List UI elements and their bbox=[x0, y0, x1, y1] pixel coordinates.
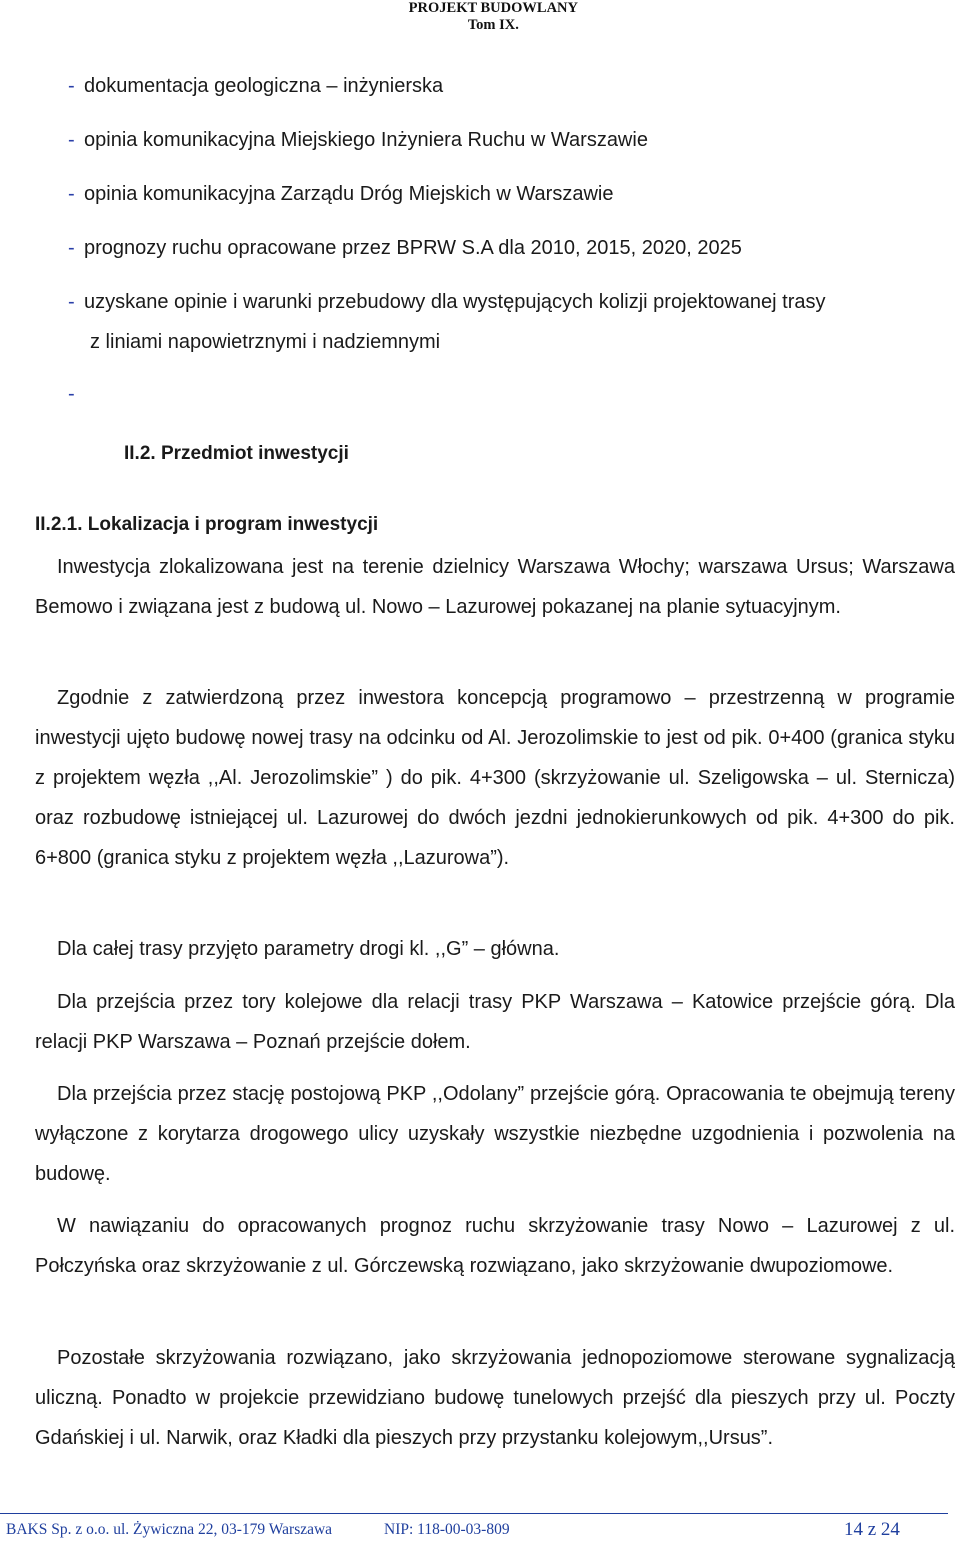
list-item-empty: - bbox=[68, 383, 75, 405]
header-volume: Tom IX. bbox=[467, 17, 519, 33]
subsection-heading: II.2.1. Lokalizacja i program inwestycji bbox=[35, 514, 379, 535]
paragraph: Pozostałe skrzyżowania rozwiązano, jako skrzyżowania jednopoziomowe sterowane sygnalizacją uliczną. Ponadto w projekcie przewidziano budowę tunelowych przejść dla pieszych przy ul. Poczty Gdańskiej i ul. Narwik, oraz Kładki dla pieszych przy przystanku kolejowym,,Ursus”. bbox=[35, 1347, 955, 1449]
list-item: - prognozy ruchu opracowane przez BPRW S.A dla 2010, 2015, 2020, 2025 bbox=[68, 237, 742, 259]
footer-nip: NIP: 118-00-03-809 bbox=[384, 1521, 510, 1538]
list-item-continuation: z liniami napowietrznymi i nadziemnymi bbox=[90, 331, 441, 353]
paragraph: W nawiązaniu do opracowanych prognoz ruchu skrzyżowanie trasy Nowo – Lazurowej z ul. Połczyńska oraz skrzyżowanie z ul. Górczewską rozwiązano, jako skrzyżowanie dwupoziomowe. bbox=[35, 1215, 955, 1277]
list-item: - uzyskane opinie i warunki przebudowy dla występujących kolizji projektowanej trasy bbox=[68, 291, 826, 313]
section-heading: II.2. Przedmiot inwestycji bbox=[124, 443, 349, 464]
list-item: - opinia komunikacyjna Zarządu Dróg Miejskich w Warszawie bbox=[68, 183, 614, 205]
paragraph: Inwestycja zlokalizowana jest na terenie dzielnicy Warszawa Włochy; warszawa Ursus; Warszawa Bemowo i związana jest z budową ul. Nowo – Lazurowej pokazanej na planie sytuacyjnym. bbox=[35, 556, 955, 618]
paragraph: Zgodnie z zatwierdzoną przez inwestora koncepcją programowo – przestrzenną w programie inwestycji ujęto budowę nowej trasy na odcinku od Al. Jerozolimskie to jest od pik. 0+400 (granica styku z projektem węzła ,,Al. Jerozolimskie” ) do pik. 4+300 (skrzyżowanie ul. Szeligowska – ul. Sternicza) oraz rozbudowę istniejącej ul. Lazurowej do dwóch jezdni jednokierunkowych od pik. 4+300 do pik. 6+800 (granica styku z projektem węzła ,,Lazurowa”). bbox=[35, 687, 955, 869]
document-header bbox=[409, 0, 578, 34]
header-project-title: PROJEKT BUDOWLANY bbox=[408, 0, 578, 16]
paragraph: Dla przejścia przez stację postojową PKP ,,Odolany” przejście górą. Opracowania te obejmują tereny wyłączone z korytarza drogowego ulicy uzyskały wszystkie niezbędne uzgodnienia i pozwolenia na budowę. bbox=[35, 1083, 955, 1185]
document-footer bbox=[6, 1519, 908, 1543]
footer-divider bbox=[0, 1513, 948, 1514]
list-item: - opinia komunikacyjna Miejskiego Inżyniera Ruchu w Warszawie bbox=[68, 129, 648, 151]
footer-page-number: 14 z 24 bbox=[844, 1519, 900, 1540]
list-item: - dokumentacja geologiczna – inżynierska bbox=[68, 75, 444, 97]
footer-company-address: BAKS Sp. z o.o. ul. Żywiczna 22, 03-179 Warszawa bbox=[6, 1521, 333, 1538]
paragraph: Dla przejścia przez tory kolejowe dla relacji trasy PKP Warszawa – Katowice przejście górą. Dla relacji PKP Warszawa – Poznań przejście dołem. bbox=[35, 991, 955, 1053]
paragraph: Dla całej trasy przyjęto parametry drogi kl. ,,G” – główna. bbox=[57, 938, 560, 960]
